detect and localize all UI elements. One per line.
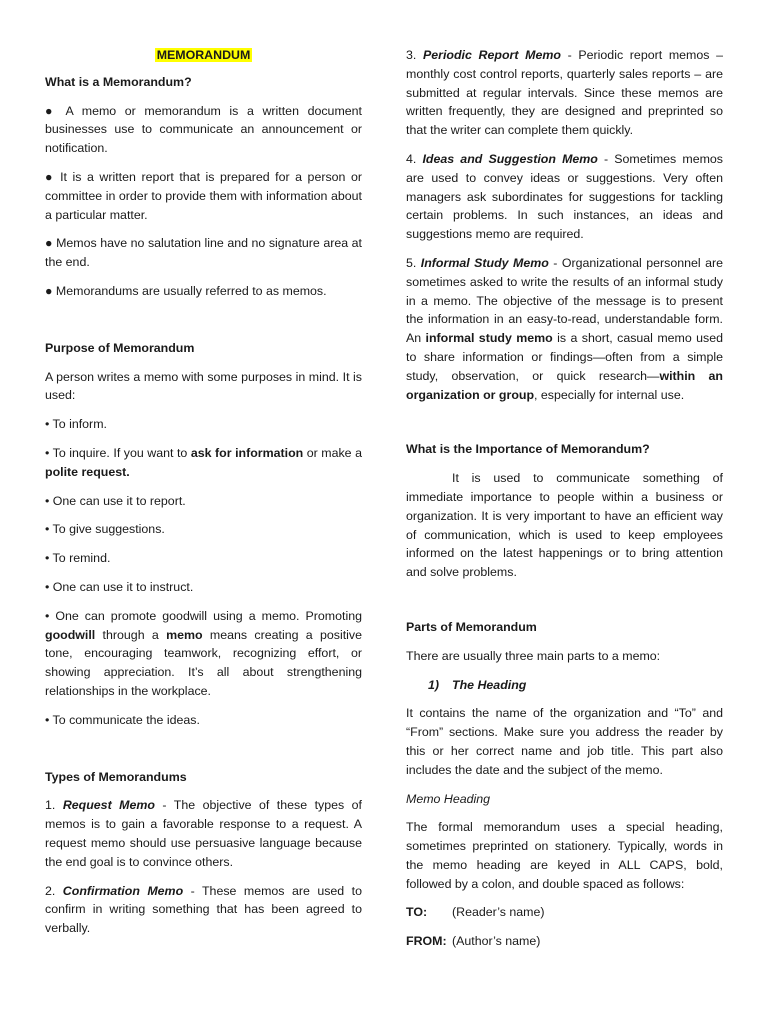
document-title: MEMORANDUM — [156, 48, 251, 62]
right-column — [406, 46, 723, 961]
importance-heading: What is the Importance of Memorandum? — [406, 442, 650, 457]
type-item-periodic: 3. Periodic Report Memo - Periodic report memos – monthly cost control reports, quarterly sales reports – are submitted at regular intervals. Since these memos are written frequently, they are designed and preprinted so that the writer can complete them quickly. — [406, 48, 724, 138]
purpose-item: • To inform. — [45, 417, 107, 432]
to-line: TO: (Reader’s name) — [406, 905, 545, 920]
parts-heading: Parts of Memorandum — [406, 619, 537, 634]
importance-text: It is used to communicate something of immediate importance to people within a business or organization. It is very important to have an efficient way of communication, which is used to keep employees informed on the latest happenings or to bring attention and solve problems. — [406, 471, 723, 580]
parts-subheading-heading: 1) The Heading — [428, 677, 527, 692]
types-heading: Types of Memorandums — [45, 769, 187, 784]
purpose-item: • One can use it to instruct. — [45, 579, 194, 594]
from-line: FROM: (Author’s name) — [406, 934, 541, 949]
what-bullet: ● A memo or memorandum is a written document businesses use to communicate an announcement or notification. — [45, 103, 362, 156]
purpose-item: • To remind. — [45, 551, 111, 566]
purpose-item: • One can use it to report. — [45, 493, 186, 508]
type-item-informal: 5. Informal Study Memo - Organizational personnel are sometimes asked to write the results of an informal study in a memo. The objective of the message is to present the information in an easy-to-read, understandable form. An informal study memo is a short, casual memo used to share information or findings—often from a simple study, observation, or quick research—within an organization or group, especially for internal use. — [406, 255, 723, 402]
parts-heading-text: It contains the name of the organization and “To” and “From” sections. Make sure you address the reader by this or her correct name and job title. This part also includes the date and the subject of the memo. — [406, 706, 723, 777]
memo-heading-label: Memo Heading — [406, 791, 491, 806]
purpose-item: • To inquire. If you want to ask for information or make a polite request. — [45, 445, 362, 479]
purpose-heading: Purpose of Memorandum — [45, 340, 195, 355]
purpose-item: • One can promote goodwill using a memo. Promoting goodwill through a memo means creating a positive tone, encouraging teamwork, recognizing effort, or showing appreciation. It’s all about strengthening relationships in the workplace. — [45, 608, 362, 698]
left-column — [45, 46, 362, 948]
purpose-item: • To give suggestions. — [45, 522, 165, 537]
what-bullet: ● It is a written report that is prepared for a person or committee in order to provide them with information about a particular matter. — [45, 169, 362, 222]
what-heading: What is a Memorandum? — [45, 74, 192, 89]
type-item-ideas: 4. Ideas and Suggestion Memo - Sometimes memos are used to convey ideas or suggestions. Very often managers ask subordinates for suggestions for tackling certain problems. In such instances, an ideas and suggestions memo are required. — [406, 151, 724, 242]
parts-intro: There are usually three main parts to a memo: — [406, 648, 661, 663]
what-bullet: ● Memorandums are usually referred to as memos. — [45, 283, 327, 298]
purpose-intro: A person writes a memo with some purposes in mind. It is used: — [45, 369, 362, 403]
purpose-item: • To communicate the ideas. — [45, 712, 200, 727]
what-bullet: ● Memos have no salutation line and no signature area at the end. — [45, 236, 362, 270]
type-item-confirmation: 2. Confirmation Memo - These memos are used to confirm in writing something that has been agreed to verbally. — [45, 883, 362, 936]
memo-heading-text: The formal memorandum uses a special heading, sometimes preprinted on stationery. Typically, words in the memo heading are keyed in ALL CAPS, bold, followed by a colon, and double spaced as follows: — [406, 820, 723, 891]
type-item-request: 1. Request Memo - The objective of these types of memos is to gain a favorable response to a request. A request memo should use persuasive language because the end goal is to convince others. — [45, 798, 362, 869]
